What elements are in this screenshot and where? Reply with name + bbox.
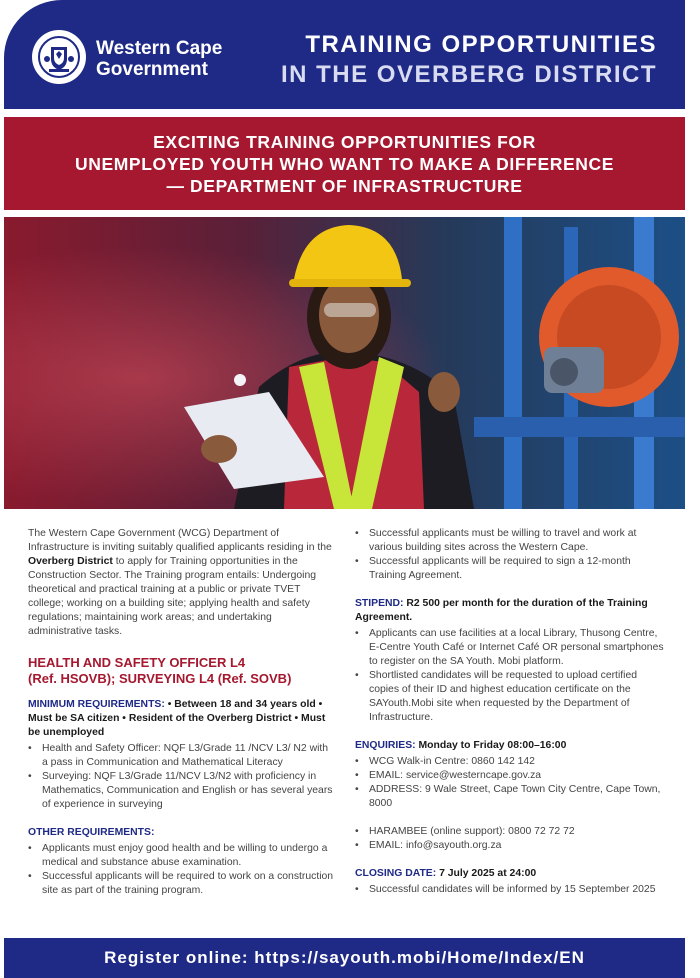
enquiries-heading [355,739,665,753]
stipend-label: STIPEND: [355,598,404,609]
min-req-list [28,742,334,812]
brand-line-1: Western Cape [96,38,223,59]
enquiries-list-2 [355,825,665,853]
page-title [281,30,657,90]
list-item: • Health and Safety Officer: NQF L3/Grade 11 /NCV L3/ N2 with a pass in Communication and Mathematical Literacy [28,742,334,770]
position-title [28,655,334,686]
position-line-1: HEALTH AND SAFETY OFFICER L4 [28,655,246,670]
header-bar [4,0,685,109]
list-item: • Shortlisted candidates will be requested to upload certified copies of their ID and highest education certificate on the SAYouth.Mobi site when requested by the Department of Infrastructure. [355,669,665,725]
list-item: • HARAMBEE (online support): 0800 72 72 72 [355,825,665,839]
banner-line-2: UNEMPLOYED YOUTH WHO WANT TO MAKE A DIFFERENCE [75,153,614,174]
enquiries-text: Monday to Friday 08:00–16:00 [415,740,567,751]
enquiries-list [355,755,665,811]
stipend-heading [355,597,665,625]
intro-text-2: to apply for Training opportunities in the Construction Sector. The Training program entails: Undergoing theoretical and practical training at a public or private TVET college; working on a building site; applying health and safety regulations; maintaining work areas; and undertaking administrative tasks. [28,556,317,637]
closing-list [355,883,665,897]
stipend-section [355,597,665,725]
title-line-2: IN THE OVERBERG DISTRICT [280,61,657,88]
list-item: • EMAIL: service@westerncape.gov.za [355,769,665,783]
brand-line-2: Government [96,59,208,80]
closing-heading [355,867,665,881]
list-item: • Applicants must enjoy good health and be willing to undergo a medical and substance abuse examination. [28,842,334,870]
minimum-requirements [28,698,334,812]
closing-label: CLOSING DATE: [355,868,437,879]
list-item: • Successful applicants will be required to work on a construction site as part of the training program. [28,870,334,898]
closing-section [355,867,665,897]
list-item: • ADDRESS: 9 Wale Street, Cape Town City Centre, Cape Town, 8000 [355,783,665,811]
list-item: • EMAIL: info@sayouth.org.za [355,839,665,853]
list-item: • Successful applicants must be willing to travel and work at various building sites across the Western Cape. [355,527,665,555]
closing-text: 7 July 2025 at 24:00 [436,868,537,879]
min-req-summary-text: • Between 18 and 34 years old • Must be SA citizen • Resident of the Overberg District • Must be unemployed [28,699,326,738]
intro-district: Overberg District [28,556,113,567]
stipend-text: R2 500 per month for the duration of the Training Agreement. [355,598,648,623]
register-link[interactable] [4,938,685,978]
list-item: • Applicants can use facilities at a local Library, Thusong Centre, E-Centre Youth Café or Internet Café OR personal smartphones to register on the SA Youth. Mobi platform. [355,627,665,669]
list-item: • Successful applicants will be required to sign a 12-month Training Agreement. [355,555,665,583]
intro-paragraph [28,527,334,639]
coat-of-arms-icon [32,30,86,84]
min-req-summary [28,698,334,740]
stipend-list [355,627,665,725]
min-req-label: MINIMUM REQUIREMENTS: [28,699,165,710]
list-item: • Surveying: NQF L3/Grade 11/NCV L3/N2 with proficiency in Mathematics, Communication and English or has several years of experience in surveying [28,770,334,812]
title-line-1: TRAINING OPPORTUNITIES [305,31,657,58]
right-column [355,527,665,897]
other-req-list [28,842,334,898]
banner-line-3: — DEPARTMENT OF INFRASTRUCTURE [166,175,523,196]
other-requirements [28,826,334,898]
other-req-label: OTHER REQUIREMENTS: [28,827,155,838]
register-link-text[interactable]: Register online: https://sayouth.mobi/Home/Index/EN [104,948,585,967]
headline-banner [4,117,685,210]
hero-photo [4,217,685,509]
intro-text-1: The Western Cape Government (WCG) Department of Infrastructure is inviting suitably qualified applicants residing in the [28,528,332,553]
left-column [28,527,334,898]
list-item: • WCG Walk-in Centre: 0860 142 142 [355,755,665,769]
enquiries-label: ENQUIRIES: [355,740,416,751]
banner-line-1: EXCITING TRAINING OPPORTUNITIES FOR [153,131,536,152]
list-item: • Successful candidates will be informed by 15 September 2025 [355,883,665,897]
position-line-2: (Ref. HSOVB); SURVEYING L4 (Ref. SOVB) [28,670,292,686]
right-top-list [355,527,665,583]
enquiries-section [355,739,665,853]
brand-name [96,38,222,80]
